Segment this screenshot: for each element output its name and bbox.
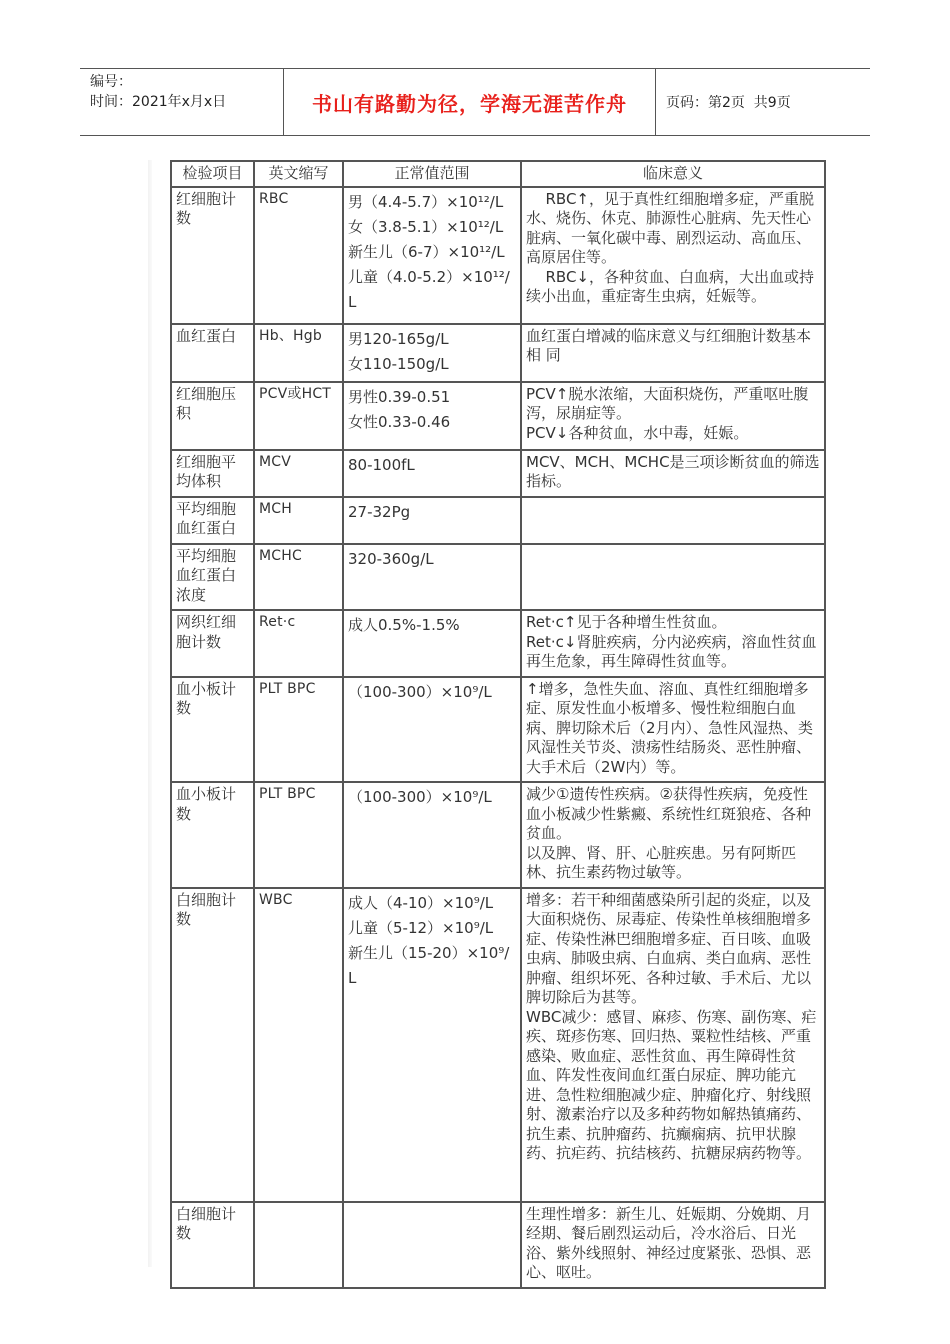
column-header-abbreviation: 英文缩写 <box>254 161 343 187</box>
table-row <box>171 1202 825 1288</box>
document-date-label: 时间：2021年x月x日 <box>90 94 227 110</box>
test-item-name: 平均细胞血红蛋白 <box>171 497 254 544</box>
table-row <box>171 677 825 783</box>
table-row <box>171 382 825 450</box>
clinical-significance-text: RBC↓，各种贫血、白血病，大出血或持续小出血，重症寄生虫病，妊娠等。 <box>526 267 814 305</box>
clinical-significance-text: RBC↑，见于真性红细胞增多症，严重脱水、烧伤、休克、肺源性心脏病、先天性心脏病、一氧化碳中毒、剧烈运动、高血压、高原居住等。 <box>526 189 814 266</box>
test-item-name: 红细胞平均体积 <box>171 450 254 497</box>
clinical-significance-text: PCV↑脱水浓缩，大面积烧伤，严重呕吐腹泻，尿崩症等。 <box>526 384 809 422</box>
column-header-normal-range: 正常值范围 <box>343 161 521 187</box>
normal-range-value: 女（3.8-5.1）×10¹²/L <box>348 217 504 236</box>
normal-range-value: 儿童（5-12）×10⁹/L <box>348 918 494 937</box>
normal-range-value: 80-100fL <box>348 455 415 474</box>
normal-range-value: 27-32Pg <box>348 502 411 521</box>
normal-range-value: 新生儿（6-7）×10¹²/L <box>348 242 505 261</box>
header-motto: 书山有路勤为径，学海无涯苦作舟 <box>283 69 656 135</box>
normal-range-value: 儿童（4.0-5.2）×10¹²/L <box>348 267 510 311</box>
clinical-significance-text: 增多：若干种细菌感染所引起的炎症，以及大面积烧伤、尿毒症、传染性单核细胞增多症、传染性淋巴细胞增多症、百日咳、血吸虫病、肺吸虫病、白血病、类白血病、恶性肿瘤、组织坏死、各种过敏、手术后、尤以脾切除后为甚等。 <box>526 890 812 1006</box>
normal-range-cell <box>343 1202 521 1288</box>
table-row <box>171 782 825 888</box>
lab-test-table <box>170 160 826 1289</box>
page-number-label: 页码：第2页 共9页 <box>666 95 791 111</box>
normal-range-value: 成人（4-10）×10⁹/L <box>348 893 494 912</box>
normal-range-cell <box>343 382 521 450</box>
test-item-name: 红细胞计数 <box>171 187 254 324</box>
scan-edge-shadow <box>148 160 152 1267</box>
document-number-label: 编号： <box>90 74 132 90</box>
clinical-significance-text: 生理性增多：新生儿、妊娠期、分娩期、月经期、餐后剧烈运动后，冷水浴后、日光浴、紫外线照射、神经过度紧张、恐惧、恶心、呕吐。 <box>526 1204 812 1281</box>
test-abbreviation: RBC <box>254 187 343 324</box>
normal-range-value: 成人0.5%-1.5% <box>348 616 460 634</box>
normal-range-value: （100-300）×10⁹/L <box>348 682 492 701</box>
test-item-name: 血小板计数 <box>171 677 254 783</box>
normal-range-value: 新生儿（15-20）×10⁹/L <box>348 943 510 987</box>
clinical-significance-cell <box>521 324 825 382</box>
normal-range-value: 男120-165g/L <box>348 329 449 348</box>
table-body <box>171 187 825 1288</box>
table-row <box>171 324 825 382</box>
clinical-significance-cell <box>521 677 825 783</box>
clinical-significance-cell <box>521 382 825 450</box>
header-page-info <box>656 69 870 135</box>
test-abbreviation: Ret·c <box>254 610 343 677</box>
normal-range-cell <box>343 450 521 497</box>
test-abbreviation: MCV <box>254 450 343 497</box>
normal-range-cell <box>343 544 521 611</box>
table-row <box>171 187 825 324</box>
normal-range-cell <box>343 324 521 382</box>
column-header-test-item: 检验项目 <box>171 161 254 187</box>
clinical-significance-text: 减少①遗传性疾病。②获得性疾病，免疫性血小板减少性紫癜、系统性红斑狼疮、各种贫血。 <box>526 785 812 842</box>
normal-range-value: 男性0.39-0.51 <box>348 387 451 406</box>
test-abbreviation: PCV或HCT <box>254 382 343 450</box>
clinical-significance-text: 以及脾、肾、肝、心脏疾患。另有阿斯匹林、抗生素药物过敏等。 <box>526 843 797 881</box>
column-header-clinical-significance: 临床意义 <box>521 161 825 187</box>
test-item-name: 血小板计数 <box>171 782 254 888</box>
table-row <box>171 497 825 544</box>
clinical-significance-text: Ret·c↓肾脏疾病，分内泌疾病，溶血性贫血再生危象，再生障碍性贫血等。 <box>526 632 817 670</box>
clinical-significance-cell <box>521 888 825 1202</box>
test-abbreviation <box>254 1202 343 1288</box>
test-abbreviation: MCHC <box>254 544 343 611</box>
clinical-significance-text: 血红蛋白增减的临床意义与红细胞计数基本相 同 <box>526 326 812 364</box>
normal-range-cell <box>343 782 521 888</box>
clinical-significance-cell <box>521 187 825 324</box>
normal-range-cell <box>343 497 521 544</box>
normal-range-cell <box>343 610 521 677</box>
test-abbreviation: PLT BPC <box>254 782 343 888</box>
clinical-significance-text: Ret·c↑见于各种增生性贫血。 <box>526 613 727 631</box>
clinical-significance-text: MCV、MCH、MCHC是三项诊断贫血的筛选指标。 <box>526 452 820 490</box>
test-item-name: 网织红细胞计数 <box>171 610 254 677</box>
clinical-significance-cell <box>521 1202 825 1288</box>
table-row <box>171 610 825 677</box>
test-item-name: 红细胞压积 <box>171 382 254 450</box>
normal-range-value: 320-360g/L <box>348 549 434 568</box>
clinical-significance-cell <box>521 610 825 677</box>
clinical-significance-text: ↑增多，急性失血、溶血、真性红细胞增多症、原发性血小板增多、慢性粒细胞白血病、脾切除术后（2月内）、急性风湿热、类风湿性关节炎、溃疡性结肠炎、恶性肿瘤、大手术后（2W内）等。 <box>526 679 814 776</box>
normal-range-value: 女110-150g/L <box>348 354 449 373</box>
normal-range-cell <box>343 888 521 1202</box>
normal-range-cell <box>343 187 521 324</box>
clinical-significance-cell <box>521 782 825 888</box>
normal-range-value: （100-300）×10⁹/L <box>348 788 492 806</box>
test-abbreviation: WBC <box>254 888 343 1202</box>
table-header-row <box>171 161 825 187</box>
test-item-name: 平均细胞血红蛋白浓度 <box>171 544 254 611</box>
clinical-significance-cell <box>521 450 825 497</box>
test-item-name: 白细胞计数 <box>171 888 254 1202</box>
table-row <box>171 544 825 611</box>
clinical-significance-text: WBC减少：感冒、麻疹、伤寒、副伤寒、疟疾、斑疹伤寒、回归热、粟粒性结核、严重感染、败血症、恶性贫血、再生障碍性贫血、阵发性夜间血红蛋白尿症、脾功能亢进、急性粒细胞减少症、肿瘤化疗、射线照射、激素治疗以及多种药物如解热镇痛药、抗生素、抗肿瘤药、抗癫痫病、抗甲状腺药、抗疟药、抗结核药、抗糖尿病药物等。 <box>526 1007 817 1162</box>
clinical-significance-cell <box>521 497 825 544</box>
normal-range-cell <box>343 677 521 783</box>
table-row <box>171 888 825 1202</box>
header-meta <box>80 69 283 135</box>
clinical-significance-cell <box>521 544 825 611</box>
test-abbreviation: Hb、Hgb <box>254 324 343 382</box>
test-abbreviation: MCH <box>254 497 343 544</box>
clinical-significance-text: PCV↓各种贫血，水中毒，妊娠。 <box>526 423 749 442</box>
table-row <box>171 450 825 497</box>
test-item-name: 血红蛋白 <box>171 324 254 382</box>
page-header <box>80 68 870 136</box>
test-item-name: 白细胞计数 <box>171 1202 254 1288</box>
normal-range-value: 女性0.33-0.46 <box>348 412 451 431</box>
normal-range-value: 男（4.4-5.7）×10¹²/L <box>348 192 504 211</box>
test-abbreviation: PLT BPC <box>254 677 343 783</box>
